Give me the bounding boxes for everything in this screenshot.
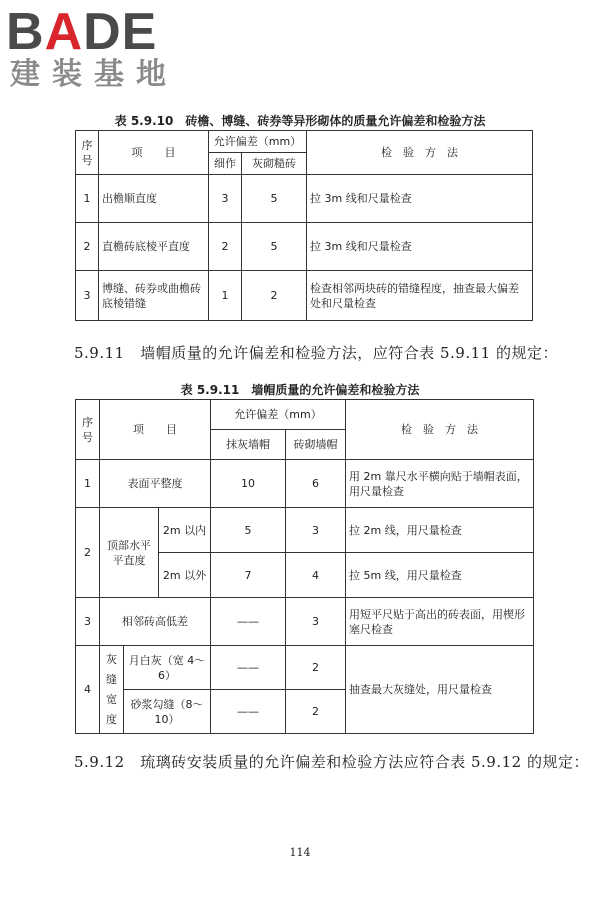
row-brick: 2: [286, 690, 346, 734]
row-no: 2: [76, 223, 99, 271]
row-item: 表面平整度: [100, 460, 211, 508]
header-seq: 序号: [76, 131, 99, 175]
row-plaster: ——: [211, 598, 286, 646]
row-method: 检查相邻两块砖的错缝程度，抽查最大偏差处和尺量检查: [307, 271, 533, 321]
row-coarse: 2: [242, 271, 307, 321]
table-5-9-11-caption: 表 5.9.11 墙帽质量的允许偏差和检验方法: [180, 383, 420, 397]
table-row: [76, 175, 533, 223]
header-method: 检 验 方 法: [307, 131, 533, 175]
logo-subtitle: 建装基地: [10, 57, 178, 92]
table-5-9-11: [75, 399, 534, 734]
logo-brand: BADE: [6, 3, 158, 61]
row-no: 1: [76, 460, 100, 508]
row-no: 3: [76, 598, 100, 646]
header-tolerance: 允许偏差（mm）: [209, 131, 307, 153]
row-plaster: 10: [211, 460, 286, 508]
row-plaster: 7: [211, 553, 286, 598]
row-item: 博缝、砖券或曲檐砖底棱错缝: [99, 271, 209, 321]
row-item: 顶部水平平直度: [100, 508, 159, 598]
row-fine: 1: [209, 271, 242, 321]
header-coarse: 灰砌糙砖: [242, 153, 307, 175]
row-plaster: ——: [211, 646, 286, 690]
row-method: 拉 2m 线，用尺量检查: [346, 508, 534, 553]
row-no: 1: [76, 175, 99, 223]
page-number: 114: [289, 846, 311, 859]
header-seq: 序号: [76, 400, 100, 460]
row-method: 抽查最大灰缝处，用尺量检查: [346, 646, 534, 734]
table-5-9-10-caption: 表 5.9.10 砖檐、博缝、砖券等异形砌体的质量允许偏差和检验方法: [114, 114, 486, 128]
row-fine: 2: [209, 223, 242, 271]
row-item: 出檐顺直度: [99, 175, 209, 223]
table-row: [76, 646, 534, 690]
row-method: 拉 5m 线，用尺量检查: [346, 553, 534, 598]
row-brick: 3: [286, 598, 346, 646]
row-method: 拉 3m 线和尺量检查: [307, 223, 533, 271]
row-no: 2: [76, 508, 100, 598]
row-brick: 2: [286, 646, 346, 690]
row-subitem: 砂浆勾缝（8～10）: [124, 690, 211, 734]
header-item: 项 目: [99, 131, 209, 175]
row-coarse: 5: [242, 175, 307, 223]
paragraph-5-9-12: 5.9.12 琉璃砖安装质量的允许偏差和检验方法应符合表 5.9.12 的规定：: [74, 753, 589, 771]
header-brick: 砖砌墙帽: [286, 430, 346, 460]
row-coarse: 5: [242, 223, 307, 271]
row-subitem: 2m 以外: [159, 553, 211, 598]
row-plaster: ——: [211, 690, 286, 734]
header-tolerance: 允许偏差（mm）: [211, 400, 346, 430]
table-row: [76, 223, 533, 271]
header-fine: 细作: [209, 153, 242, 175]
header-plaster: 抹灰墙帽: [211, 430, 286, 460]
row-brick: 6: [286, 460, 346, 508]
row-no: 4: [76, 646, 100, 734]
row-fine: 3: [209, 175, 242, 223]
row-method: 用 2m 靠尺水平横向贴于墙帽表面，用尺量检查: [346, 460, 534, 508]
row-method: 拉 3m 线和尺量检查: [307, 175, 533, 223]
row-item: 直檐砖底棱平直度: [99, 223, 209, 271]
table-5-9-10: [75, 130, 533, 321]
paragraph-5-9-11: 5.9.11 墙帽质量的允许偏差和检验方法，应符合表 5.9.11 的规定：: [74, 344, 558, 362]
row-plaster: 5: [211, 508, 286, 553]
row-brick: 4: [286, 553, 346, 598]
table-row: [76, 460, 534, 508]
table-row: [76, 508, 534, 553]
row-method: 用短平尺贴于高出的砖表面，用楔形塞尺检查: [346, 598, 534, 646]
row-no: 3: [76, 271, 99, 321]
row-brick: 3: [286, 508, 346, 553]
bade-logo: [6, 3, 178, 92]
header-method: 检 验 方 法: [346, 400, 534, 460]
row-item: 相邻砖高低差: [100, 598, 211, 646]
header-item: 项 目: [100, 400, 211, 460]
row-subitem: 月白灰（宽 4～6）: [124, 646, 211, 690]
table-row: [76, 271, 533, 321]
row-subitem: 2m 以内: [159, 508, 211, 553]
row-item: 灰缝宽度: [100, 646, 124, 734]
table-row: [76, 598, 534, 646]
